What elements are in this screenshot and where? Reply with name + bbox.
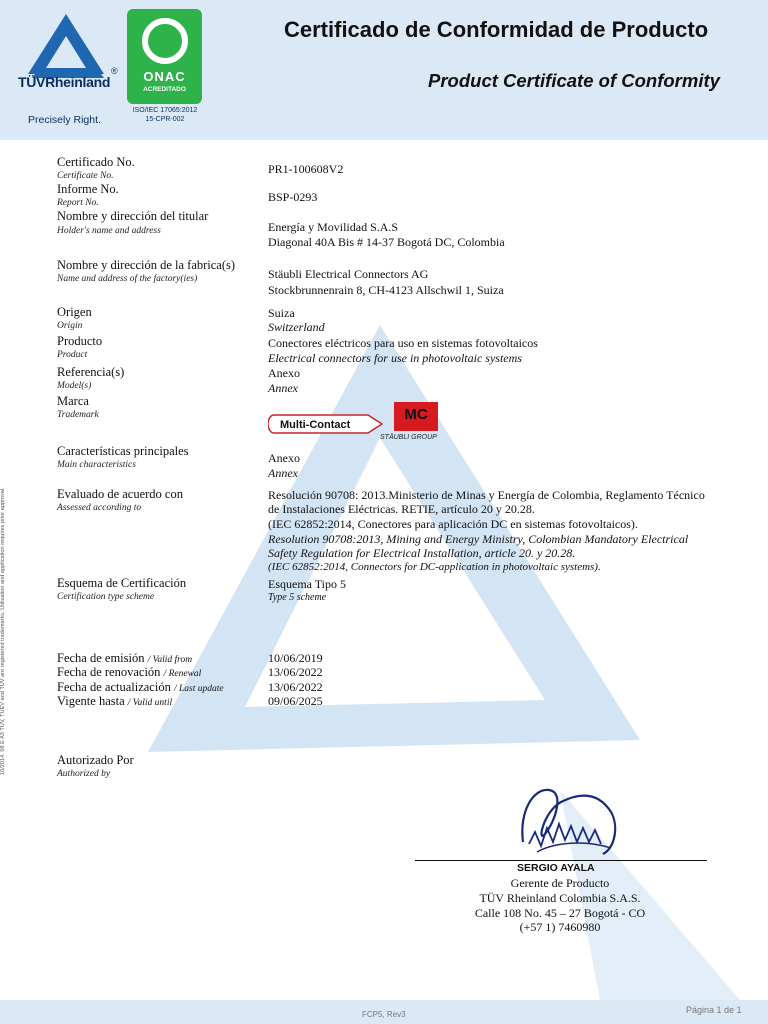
signatory-role: Gerente de Producto [510,876,610,890]
scheme-label-en: Certification type scheme [57,592,155,602]
product-value-en: Electrical connectors for use in photovoltaic systems [268,351,522,365]
assessed-label-en: Assessed according to [57,503,142,513]
assessed-line-en-2: Safety Regulation for Electrical Installation, article 20. y 20.28. [268,546,576,560]
factory-label-en: Name and address of the factory(ies) [57,274,198,284]
form-code: FCP5, Rev3 [362,1010,406,1019]
signatory-address: Calle 108 No. 45 – 27 Bogotá - CO [474,906,646,920]
multi-contact-logo [268,414,383,434]
onac-subtitle: ACREDITADO [143,86,186,93]
page-title: Certificado de Conformidad de Producto [284,17,709,42]
certificate-label-en: Certificate No. [57,171,114,181]
handwritten-signature [515,782,625,872]
certificate-number: PR1-100608V2 [268,162,344,176]
update-date-row [57,680,224,695]
onac-iso-info [120,106,210,124]
characteristics-label: Características principales [57,444,189,458]
characteristics-value: Anexo [268,451,300,465]
origin-value-en: Switzerland [268,320,325,334]
valid-until-value: 09/06/2025 [268,694,323,708]
product-label: Producto [57,334,103,348]
tuv-brand-name: TÜVRheinland [18,74,111,90]
valid-until-label-en: / Valid until [127,698,173,708]
valid-until-label: Vigente hasta [57,694,125,708]
update-date-label-en: / Last update [173,684,224,694]
characteristics-label-en: Main characteristics [57,460,136,470]
update-date-label: Fecha de actualización [57,680,171,694]
reference-value-en: Annex [268,381,298,395]
onac-name: ONAC [143,69,186,84]
factory-address: Stockbrunnenrain 8, CH-4123 Allschwil 1, Suiza [268,283,504,297]
factory-name: Stäubli Electrical Connectors AG [268,267,429,281]
signatory-phone: (+57 1) 7460980 [519,920,601,934]
mc-logo-text: MC [404,406,428,423]
page-number: Página 1 de 1 [686,1005,742,1015]
report-label: Informe No. [57,182,119,196]
staubli-group-text: STÄUBLI GROUP [380,434,437,441]
origin-value: Suiza [268,306,295,320]
assessed-line-en-1: Resolution 90708:2013, Mining and Energy Ministry, Colombian Mandatory Electrical [268,532,689,546]
assessed-line-3: (IEC 62852:2014, Conectores para aplicación DC en sistemas fotovoltaicos). [268,517,638,531]
origin-label: Origen [57,305,92,319]
renewal-date-row [57,665,201,680]
tuv-slogan: Precisely Right. [28,114,101,126]
assessed-line-en-3: (IEC 62852:2014, Connectors for DC-application in photovoltaic systems). [268,561,601,573]
scheme-value: Esquema Tipo 5 [268,577,347,591]
holder-name: Energía y Movilidad S.A.S [268,220,399,234]
characteristics-value-en: Annex [268,466,298,480]
assessed-label: Evaluado de acuerdo con [57,487,183,501]
trademark-label-en: Trademark [57,410,99,420]
holder-label-en: Holder's name and address [57,226,161,236]
factory-label: Nombre y dirección de la fabrica(s) [57,258,236,272]
assessed-line-2: de Instalaciones Eléctricas. RETIE, artículo 20 y 20.28. [268,502,535,516]
renewal-date-label-en: / Renewal [163,669,202,679]
product-label-en: Product [57,350,88,360]
issue-date-value: 10/06/2019 [268,651,323,665]
reference-label: Referencia(s) [57,365,125,379]
update-date-value: 13/06/2022 [268,680,323,694]
holder-label: Nombre y dirección del titular [57,209,209,223]
onac-ring-icon [139,15,191,67]
onac-iso-line: ISO/IEC 17065:2012 [132,107,198,114]
onac-accreditation-code: 15-CPR-002 [145,116,185,123]
registered-mark: ® [111,66,118,76]
product-value: Conectores eléctricos para uso en sistemas fotovoltaicos [268,336,538,350]
multi-contact-text: Multi-Contact [280,419,351,431]
signatory-company: TÜV Rheinland Colombia S.A.S. [479,891,641,905]
holder-address: Diagonal 40A Bis # 14-37 Bogotá DC, Colombia [268,235,505,249]
valid-until-row [57,694,172,709]
reference-value: Anexo [268,366,300,380]
trademark-label: Marca [57,394,89,408]
scheme-value-en: Type 5 scheme [268,592,327,603]
report-label-en: Report No. [57,198,99,208]
origin-label-en: Origin [57,321,83,331]
scheme-label: Esquema de Certificación [57,576,187,590]
issue-date-label: Fecha de emisión [57,651,145,665]
renewal-date-label: Fecha de renovación [57,665,161,679]
reference-label-en: Model(s) [57,381,92,391]
signature-line [415,860,707,861]
trademark-side-note: 10/2014. 08 E A3 TÜV, TUEV and TUV are registered trademarks. Utilisation and application requires prior approval. [0,487,6,775]
issue-date-label-en: / Valid from [147,655,193,665]
report-number: BSP-0293 [268,190,318,204]
assessed-line-1: Resolución 90708: 2013.Ministerio de Minas y Energía de Colombia, Reglamento Técnico [268,488,705,502]
issue-date-row [57,651,192,666]
signatory-name: SERGIO AYALA [517,862,595,874]
authorized-label: Autorizado Por [57,753,134,767]
authorized-label-en: Authorized by [57,769,111,779]
renewal-date-value: 13/06/2022 [268,665,323,679]
page-subtitle: Product Certificate of Conformity [428,70,720,91]
certificate-label: Certificado No. [57,155,135,169]
